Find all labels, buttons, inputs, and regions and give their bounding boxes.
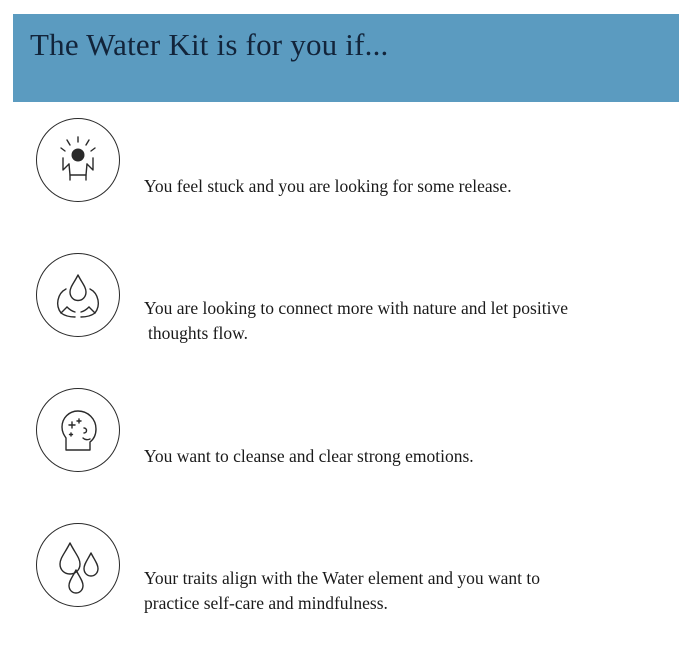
list-item-line1: You feel stuck and you are looking for some release. — [144, 176, 512, 196]
icon-glyph — [36, 118, 120, 202]
three-water-drops-icon — [36, 523, 122, 609]
list-item — [0, 388, 679, 523]
list-item-text — [144, 174, 644, 199]
list-item-line2: practice self-care and mindfulness. — [144, 593, 388, 614]
list-item-text — [144, 444, 644, 469]
list-item-text — [144, 296, 644, 347]
page-title: The Water Kit is for you if... — [30, 27, 389, 62]
head-with-sparkles-icon — [36, 388, 122, 474]
hands-holding-water-drop-icon — [36, 253, 122, 339]
list-item-line2: thoughts flow. — [148, 323, 248, 344]
list-item — [0, 118, 679, 253]
benefits-list — [0, 118, 679, 658]
icon-glyph — [36, 523, 120, 607]
icon-glyph — [36, 253, 120, 337]
icon-glyph — [36, 388, 120, 472]
person-with-sparks-icon — [36, 118, 122, 204]
list-item-line1: You are looking to connect more with nature and let positive — [144, 298, 568, 318]
list-item — [0, 253, 679, 388]
list-item-line1: You want to cleanse and clear strong emotions. — [144, 446, 474, 466]
list-item-line1: Your traits align with the Water element and you want to — [144, 568, 540, 588]
list-item-text — [144, 566, 644, 617]
list-item — [0, 523, 679, 658]
